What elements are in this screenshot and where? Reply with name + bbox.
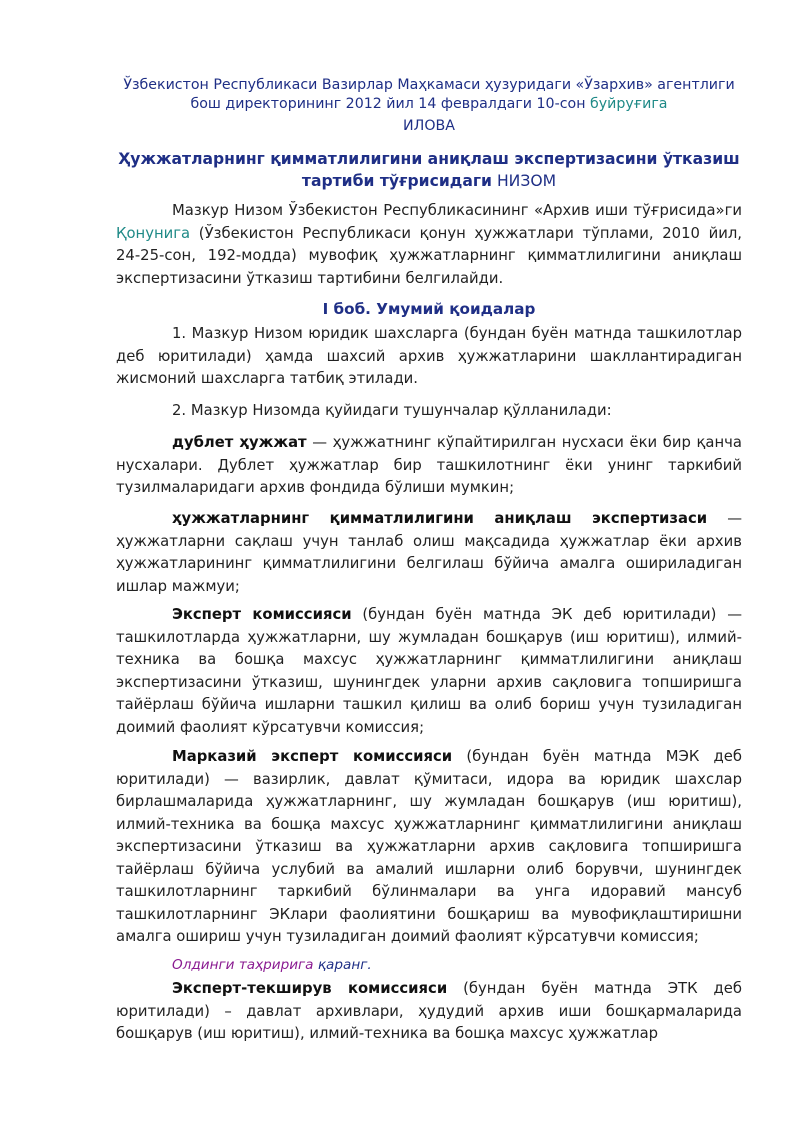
term-definition: (бундан буён матнда ЭТК деб юритилади) – давлат архивлари, ҳудудий архив иши бошқармаларида бошқарув (иш юритиш), илмий-техника ва бошқа махсус ҳужжатлар	[116, 980, 742, 1042]
term-central-commission	[116, 746, 742, 949]
order-link[interactable]: буйруғига	[589, 96, 668, 112]
annex-label: ИЛОВА	[403, 118, 455, 134]
term-dublet	[116, 432, 742, 500]
prev-text-2: таҳририга	[238, 957, 314, 973]
previous-edition-link[interactable]	[172, 955, 732, 975]
decree-header	[116, 76, 742, 114]
term-expertise	[116, 508, 742, 598]
prev-text-3: қаранг.	[313, 957, 372, 973]
law-link[interactable]: Қонунига	[116, 224, 191, 242]
header-text: Ўзбекистон Республикаси Вазирлар Маҳкамаси ҳузуридаги «Ўзархив» агентлиги бош директорининг 2012 йил 14 февралдаги 10-сон	[123, 77, 735, 112]
term-definition: — ҳужжатларни сақлаш учун танлаб олиш мақсадида ҳужжатлар ёки архив ҳужжатларининг қимматлилигини белгилаш бўйича амалга ошириладиган ишлар мажмуи;	[116, 510, 742, 595]
term-title: Эксперт-текширув комиссияси	[172, 980, 448, 997]
term-definition: (бундан буён матнда МЭК деб юритилади) — вазирлик, давлат қўмитаси, идора ва юридик шахслар бирлашмаларида ҳужжатларнинг, шу жумладан бошқарув (иш юритиш), илмий-техника ва бошқа махсус ҳужжатларнинг қимматлилигини аниқлаш экспертизасини ўтказиш ва ҳужжатларни архив сақловига топширишга тайёрлаш бўйича услубий ва амалий ишларни олиб борувчи, шунингдек ташкилотларнинг таркибий бўлинмалари ва унга идоравий мансуб ташкилотларнинг ЭКлари фаолиятини бошқариш ва мувофиқлаштиришни амалга ошириш учун тузиладиган доимий фаолият кўрсатувчи комиссия;	[116, 748, 742, 945]
chapter-1-heading: I боб. Умумий қоидалар	[322, 300, 536, 318]
paragraph-1: 1. Мазкур Низом юридик шахсларга (бундан буён матнда ташкилотлар деб юритилади) ҳамда шахсий архив ҳужжатларини шакллантирадиган жисмоний шахсларга татбиқ этилади.	[116, 325, 742, 387]
term-title: дублет ҳужжат	[172, 434, 307, 451]
term-title: Марказий эксперт комиссияси	[172, 748, 453, 765]
document-title	[116, 148, 742, 192]
term-title: ҳужжатларнинг қимматлилигини аниқлаш экспертизаси	[172, 510, 708, 527]
term-verification-commission	[116, 978, 742, 1046]
term-definition: (бундан буён матнда ЭК деб юритилади) — ташкилотларда ҳужжатларни, шу жумладан бошқарув (иш юритиш), илмий-техника ва бошқа махсус ҳужжатларнинг қимматлилигини аниқлаш экспертизасини ўтказиш, шунингдек уларни архив сақловига топширишга тайёрлаш бўйича ишларни ташкил қилиш ва олиб бориш учун тузиладиган доимий фаолият кўрсатувчи комиссия;	[116, 606, 742, 736]
term-expert-commission	[116, 604, 742, 739]
prev-text-1: Олдинги	[172, 957, 239, 973]
title-bold: Ҳужжатларнинг қимматлилигини аниқлаш экспертизасини ўтказиш тартиби тўғрисидаги	[118, 150, 740, 190]
preamble-text-2: (Ўзбекистон Республикаси қонун ҳужжатлари тўплами, 2010 йил, 24-25-сон, 192-модда) мувофиқ ҳужжатларнинг қимматлилигини аниқлаш экспертизасини ўтказиш тартибини белгилайди.	[116, 224, 742, 287]
preamble-paragraph	[116, 200, 742, 290]
term-title: Эксперт комиссияси	[172, 606, 352, 623]
paragraph-2: 2. Мазкур Низомда қуйидаги тушунчалар қўлланилади:	[172, 402, 612, 419]
term-definition: — ҳужжатнинг кўпайтирилган нусхаси ёки бир қанча нусхалари. Дублет ҳужжатлар бир ташкилотнинг ёки унинг таркибий тузилмаларидаги архив фондида бўлиши мумкин;	[116, 434, 742, 496]
title-nizom: НИЗОМ	[491, 172, 557, 190]
preamble-text-1: Мазкур Низом Ўзбекистон Республикасининг «Архив иши тўғрисида»ги	[172, 202, 742, 219]
